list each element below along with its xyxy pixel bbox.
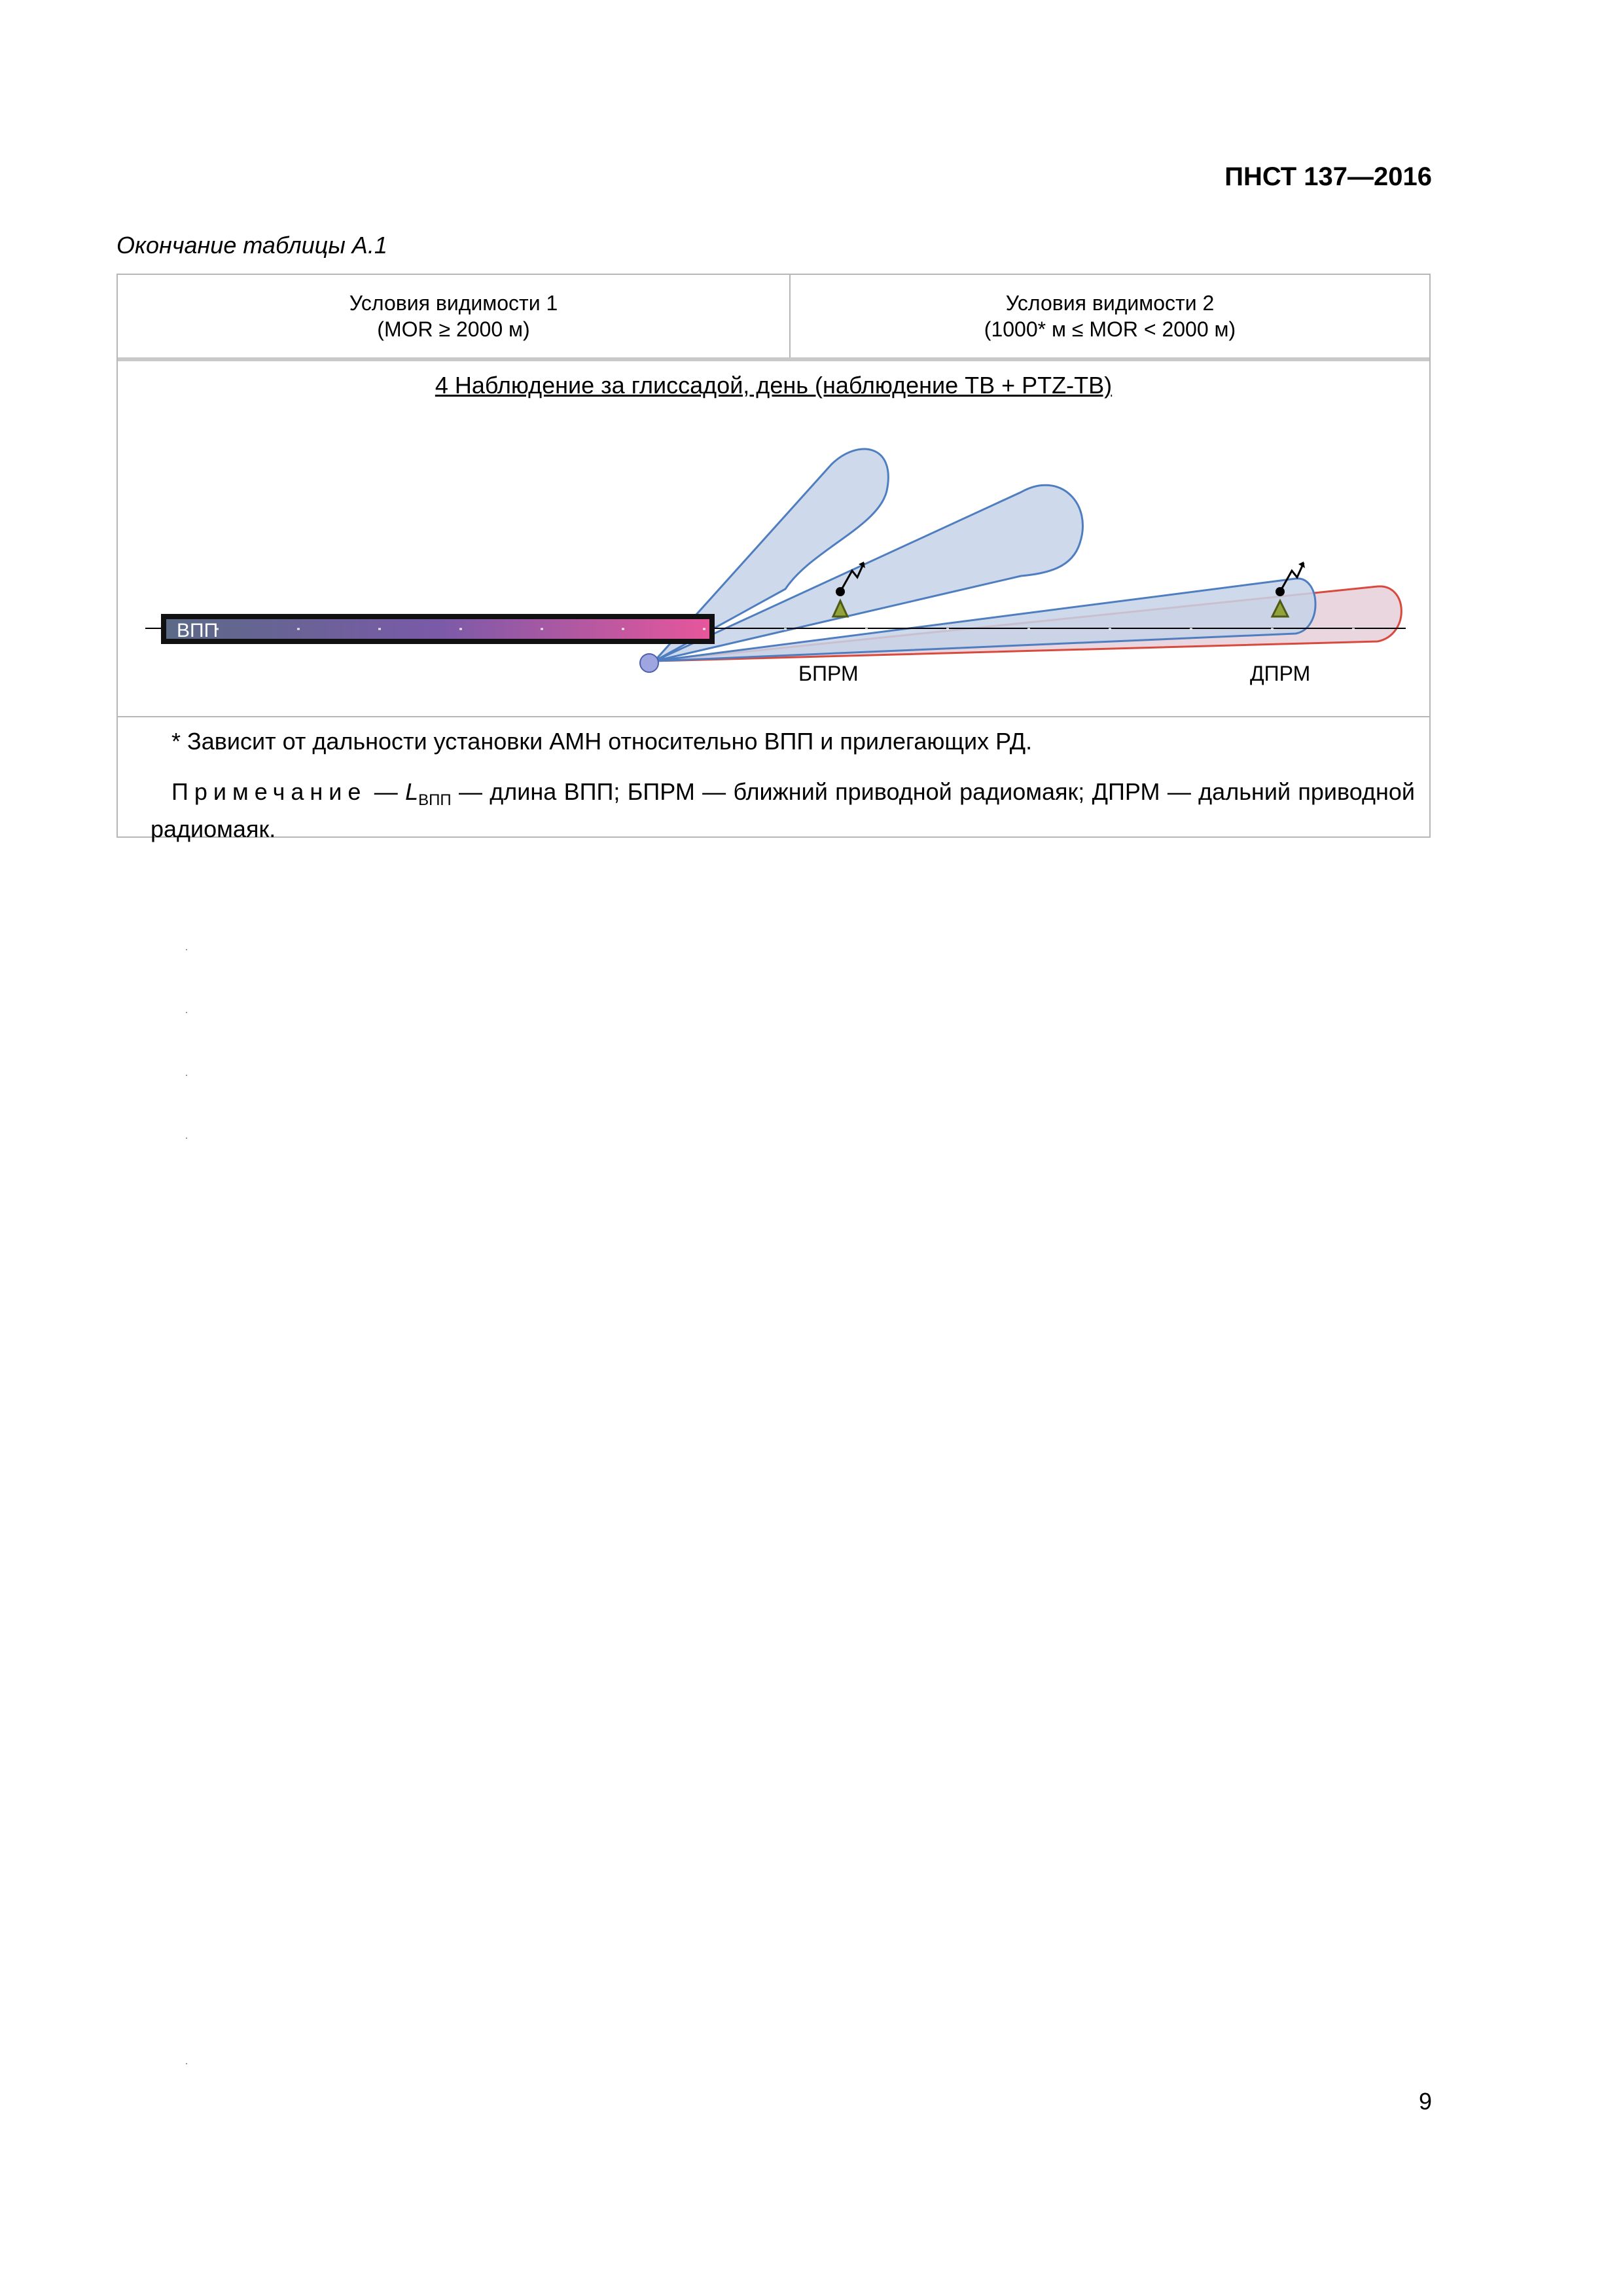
page-number: 9 xyxy=(1418,2088,1432,2115)
section-title-text: 4 Наблюдение за глиссадой, день (наблюдение ТВ + PTZ-ТВ) xyxy=(435,372,1113,399)
beacon-near-label: БПРМ xyxy=(798,662,859,685)
note-dash: — xyxy=(366,778,406,805)
runway-bar xyxy=(164,617,712,641)
table-caption: Окончание таблицы А.1 xyxy=(116,232,387,259)
runway-label: ВПП xyxy=(177,620,219,641)
note-text: — длина ВПП; БПРМ — ближний приводной радиомаяк; ДПРМ — дальний приводной радиомаяк. xyxy=(151,778,1415,843)
margin-dot xyxy=(186,949,187,950)
margin-dot xyxy=(186,1012,187,1013)
visibility-2-title: Условия видимости 2 xyxy=(1005,291,1215,315)
beacon-far-label: ДПРМ xyxy=(1250,662,1311,685)
document-code: ПНСТ 137—2016 xyxy=(1224,162,1432,191)
margin-dot xyxy=(186,2063,187,2064)
camera-point xyxy=(640,654,658,672)
note-variable: L xyxy=(405,778,419,805)
visibility-2-condition: (1000* м ≤ MOR < 2000 м) xyxy=(984,317,1236,341)
header-cell-visibility-2 xyxy=(791,275,1429,357)
table-footnote: * Зависит от дальности установки АМН относительно ВПП и прилегающих РД. xyxy=(171,728,1033,755)
table-header-row xyxy=(118,275,1429,361)
table-note xyxy=(151,778,1415,844)
visibility-1-condition: (MOR ≥ 2000 м) xyxy=(377,317,530,341)
table-divider xyxy=(118,716,1429,717)
margin-dot xyxy=(186,1075,187,1076)
visibility-1-title: Условия видимости 1 xyxy=(349,291,558,315)
note-label: Примечание xyxy=(171,778,367,805)
margin-dot xyxy=(186,1138,187,1139)
glide-path-diagram xyxy=(118,393,1429,720)
table-a1-continuation xyxy=(116,274,1431,843)
note-subscript: ВПП xyxy=(418,791,452,810)
header-cell-visibility-1 xyxy=(118,275,791,357)
